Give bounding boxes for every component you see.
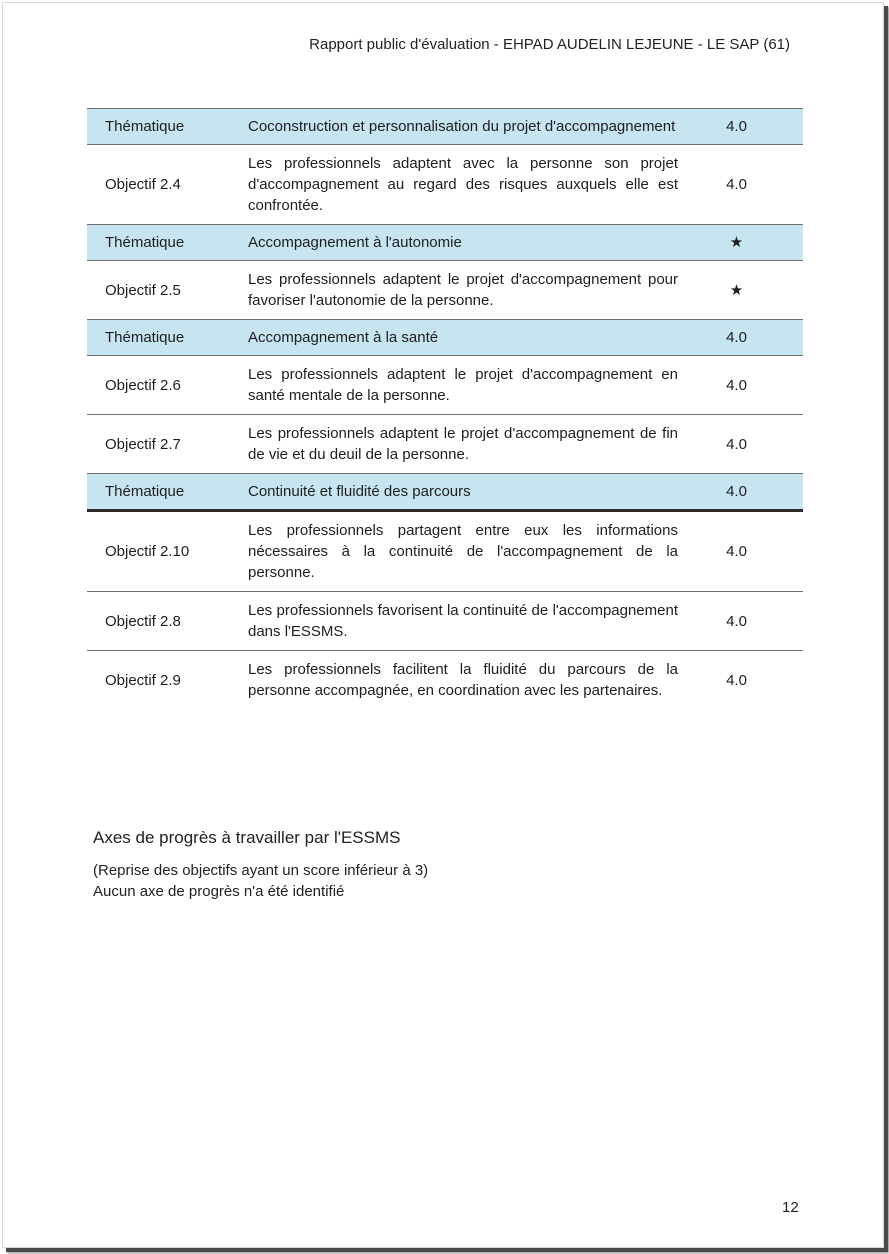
table-row-theme (87, 109, 803, 145)
row-label: Objectif 2.10 (105, 543, 190, 560)
row-label: Objectif 2.4 (105, 176, 181, 193)
table-row-objective (87, 592, 803, 651)
progress-section-note: Aucun axe de progrès n'a été identifié (93, 883, 345, 900)
row-score: 4.0 (726, 176, 747, 193)
row-description: Les professionnels favorisent la continuité de l'accompagnement dans l'ESSMS. (248, 602, 678, 640)
row-description: Accompagnement à la santé (248, 329, 439, 346)
table-row-objective (87, 145, 803, 225)
table-row-theme (87, 474, 803, 511)
row-label: Objectif 2.8 (105, 612, 181, 630)
row-score: 4.0 (726, 118, 747, 135)
row-description: Les professionnels partagent entre eux les informations nécessaires à la continuité de l'accompagnement de la personne. (248, 522, 678, 581)
row-label: Objectif 2.7 (105, 435, 181, 453)
row-score: 4.0 (726, 376, 747, 394)
star-icon: ★ (729, 281, 744, 299)
row-description: Les professionnels adaptent avec la personne son projet d'accompagnement au regard des risques auxquels elle est confrontée. (248, 155, 678, 214)
row-score: 4.0 (726, 612, 747, 630)
table-row-objective (87, 261, 803, 320)
table-row-objective (87, 356, 803, 415)
progress-section-body (93, 860, 428, 902)
document-page (2, 2, 884, 1248)
page-number: 12 (782, 1199, 799, 1216)
table-row-objective (87, 511, 803, 592)
row-label: Thématique (105, 234, 185, 251)
row-label: Thématique (105, 118, 185, 135)
row-score: 4.0 (726, 483, 747, 500)
row-description: Continuité et fluidité des parcours (248, 483, 471, 500)
row-score: 4.0 (726, 329, 747, 346)
row-label: Objectif 2.5 (105, 281, 181, 299)
row-label: Objectif 2.6 (105, 376, 181, 394)
page-header: Rapport public d'évaluation - EHPAD AUDELIN LEJEUNE - LE SAP (61) (309, 36, 790, 53)
table-row-objective (87, 651, 803, 710)
row-description: Les professionnels adaptent le projet d'accompagnement en santé mentale de la personne. (248, 366, 678, 404)
progress-section-subtitle: (Reprise des objectifs ayant un score inférieur à 3) (93, 862, 429, 879)
evaluation-table (87, 108, 803, 709)
row-score: 4.0 (726, 671, 747, 689)
row-label: Thématique (105, 329, 185, 346)
row-description: Les professionnels facilitent la fluidité du parcours de la personne accompagnée, en coordination avec les partenaires. (248, 661, 678, 699)
row-description: Accompagnement à l'autonomie (248, 234, 462, 251)
row-description: Coconstruction et personnalisation du projet d'accompagnement (248, 118, 676, 135)
row-score: 4.0 (726, 435, 747, 453)
table-row-objective (87, 415, 803, 474)
row-label: Thématique (105, 483, 185, 500)
row-description: Les professionnels adaptent le projet d'accompagnement de fin de vie et du deuil de la personne. (248, 425, 678, 463)
row-description: Les professionnels adaptent le projet d'accompagnement pour favoriser l'autonomie de la personne. (248, 271, 678, 309)
row-score: 4.0 (726, 543, 747, 560)
star-icon: ★ (729, 234, 744, 251)
row-label: Objectif 2.9 (105, 671, 181, 689)
progress-section-title: Axes de progrès à travailler par l'ESSMS (93, 828, 401, 847)
table-row-theme (87, 320, 803, 356)
table-row-theme (87, 225, 803, 261)
